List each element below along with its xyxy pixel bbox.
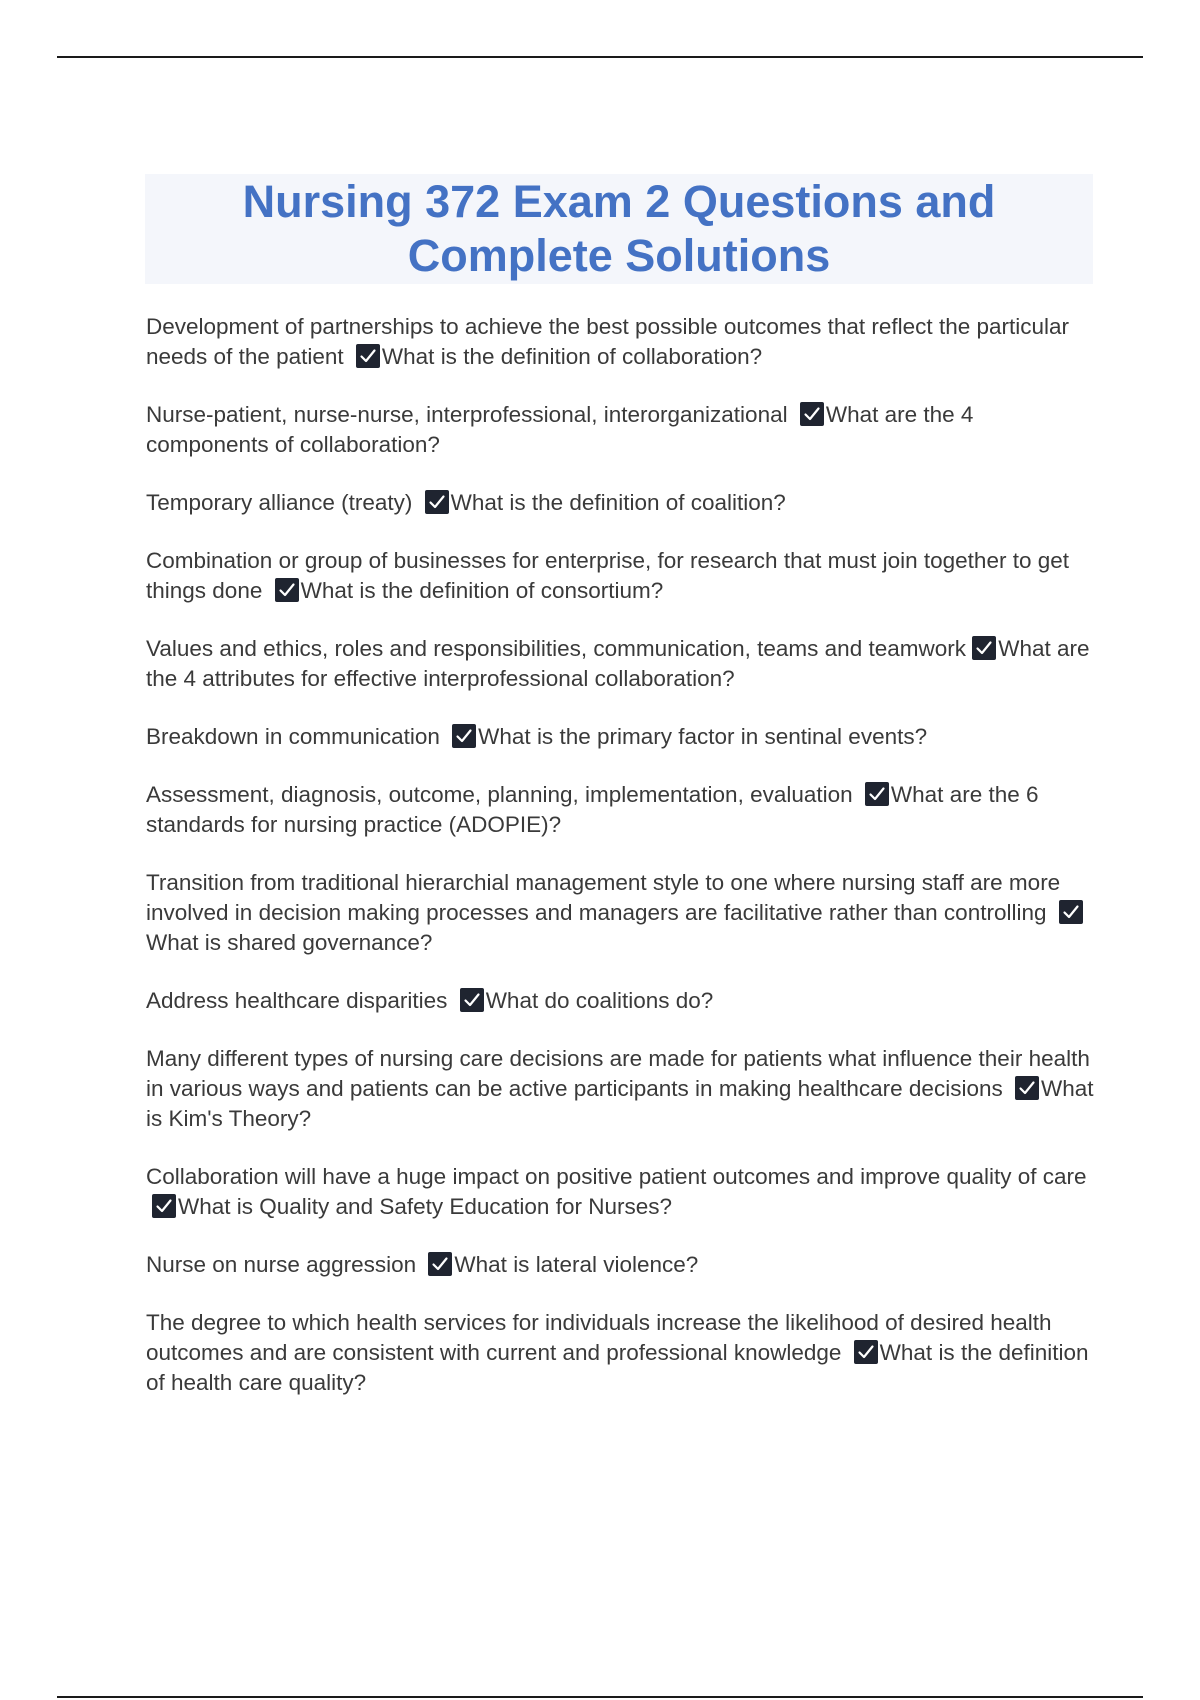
check-box-icon — [1059, 900, 1083, 924]
qa-question: What are the 4 attributes for effective interprofessional collaboration? — [146, 636, 1090, 691]
qa-question: What is shared governance? — [146, 930, 433, 955]
page-title-line-2: Complete Solutions — [407, 230, 831, 281]
qa-question: What is the definition of collaboration? — [381, 344, 763, 369]
check-box-icon — [152, 1194, 176, 1218]
check-box-icon — [460, 988, 484, 1012]
bottom-rule — [57, 1696, 1143, 1698]
qa-item — [146, 546, 1096, 606]
qa-question: What is the definition of coalition? — [450, 490, 786, 515]
qa-answer: Nurse-patient, nurse-nurse, interprofessional, interorganizational — [146, 402, 788, 427]
qa-item — [146, 634, 1096, 694]
qa-item — [146, 1250, 1096, 1280]
top-rule — [57, 56, 1143, 58]
qa-question: What is Kim's Theory? — [146, 1076, 1094, 1131]
qa-answer: Address healthcare disparities — [146, 988, 448, 1013]
qa-question: What do coalitions do? — [485, 988, 714, 1013]
qa-answer: Nurse on nurse aggression — [146, 1252, 417, 1277]
check-box-icon — [1015, 1076, 1039, 1100]
qa-item — [146, 986, 1096, 1016]
qa-answer: Transition from traditional hierarchial management style to one where nursing staff are more involved in decision making processes and managers are facilitative rather than controlling — [146, 870, 1061, 925]
page-title-line-1: Nursing 372 Exam 2 Questions and — [242, 176, 996, 227]
qa-question: What is Quality and Safety Education for Nurses? — [178, 1194, 672, 1219]
check-box-icon — [800, 402, 824, 426]
qa-item — [146, 312, 1096, 372]
qa-item — [146, 868, 1096, 958]
qa-question: What are the 4 components of collaboration? — [146, 402, 974, 457]
qa-question: What is the primary factor in sentinal events? — [478, 724, 928, 749]
check-box-icon — [425, 490, 449, 514]
qa-answer: Assessment, diagnosis, outcome, planning, implementation, evaluation — [146, 782, 853, 807]
qa-question: What is the definition of consortium? — [300, 578, 664, 603]
qa-item — [146, 722, 1096, 752]
qa-item — [146, 1044, 1096, 1134]
qa-item — [146, 780, 1096, 840]
check-box-icon — [356, 344, 380, 368]
qa-answer: Collaboration will have a huge impact on positive patient outcomes and improve quality of care — [146, 1164, 1087, 1189]
qa-answer: Many different types of nursing care decisions are made for patients what influence their health in various ways and patients can be active participants in making healthcare decisions — [146, 1046, 1090, 1101]
qa-item — [146, 1308, 1096, 1398]
check-box-icon — [972, 636, 996, 660]
qa-question: What is the definition of health care quality? — [146, 1340, 1089, 1395]
qa-answer: Temporary alliance (treaty) — [146, 490, 413, 515]
qa-answer: Breakdown in communication — [146, 724, 440, 749]
qa-answer: Development of partnerships to achieve the best possible outcomes that reflect the particular needs of the patient — [146, 314, 1070, 369]
qa-answer: Combination or group of businesses for enterprise, for research that must join together to get things done — [146, 548, 1069, 603]
qa-answer: The degree to which health services for individuals increase the likelihood of desired health outcomes and are consistent with current and professional knowledge — [146, 1310, 1052, 1365]
check-box-icon — [865, 782, 889, 806]
qa-list — [146, 312, 1096, 1426]
qa-question: What are the 6 standards for nursing practice (ADOPIE)? — [146, 782, 1039, 837]
qa-item — [146, 488, 1096, 518]
qa-item — [146, 400, 1096, 460]
qa-answer: Values and ethics, roles and responsibilities, communication, teams and teamwork — [146, 636, 966, 661]
title-banner — [145, 174, 1093, 284]
check-box-icon — [452, 724, 476, 748]
qa-question: What is lateral violence? — [454, 1252, 699, 1277]
qa-item — [146, 1162, 1096, 1222]
check-box-icon — [275, 578, 299, 602]
check-box-icon — [854, 1340, 878, 1364]
check-box-icon — [428, 1252, 452, 1276]
